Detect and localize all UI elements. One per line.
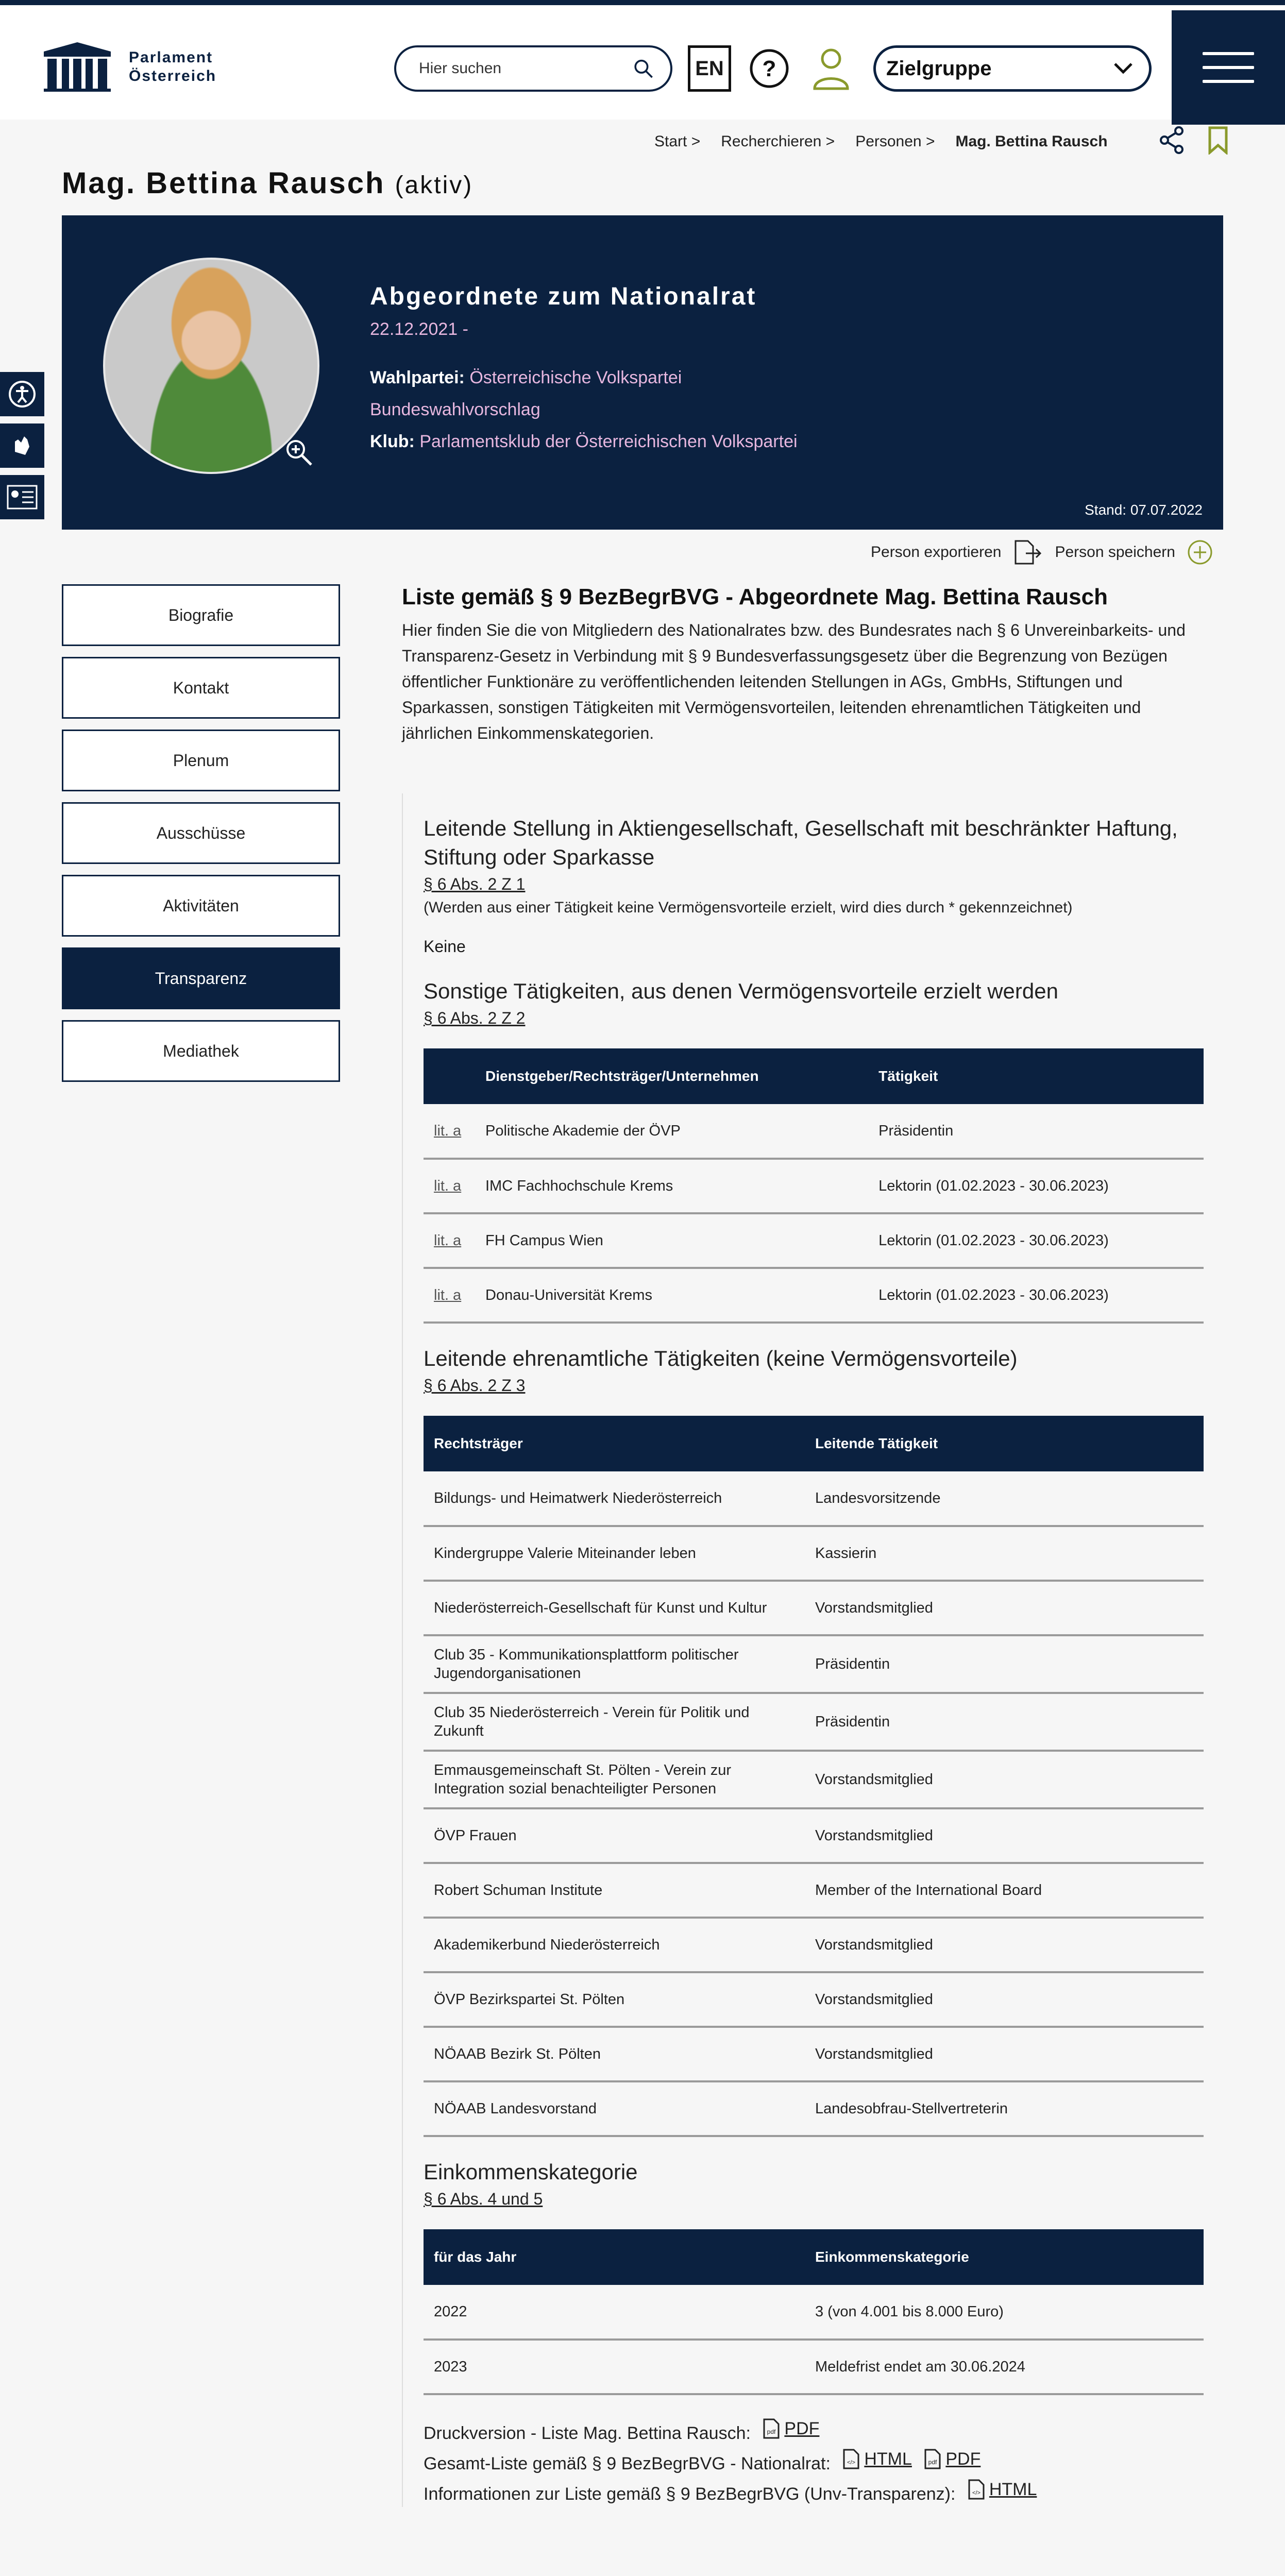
parliament-logo[interactable] — [41, 41, 216, 93]
entity-cell: Kindergruppe Valerie Miteinander leben — [424, 1526, 805, 1581]
table-row — [424, 1581, 1204, 1635]
honorary-activities-table — [424, 1416, 1204, 2137]
entity-cell: NÖAAB Bezirk St. Pölten — [424, 2027, 805, 2081]
entity-cell: Akademikerbund Niederösterreich — [424, 1918, 805, 1972]
leading-activity-cell: Landesvorsitzende — [805, 1471, 1204, 1526]
nav-plenum[interactable]: Plenum — [62, 730, 340, 791]
leading-position-heading: Leitende Stellung in Aktiengesellschaft, Gesellschaft mit beschränkter Haftung, Stiftung oder Sparkasse — [424, 816, 1178, 869]
download-row-print: Druckversion - Liste Mag. Bettina Rausch: pdf PDF — [424, 2416, 1223, 2446]
employer-cell: Donau-Universität Krems — [475, 1268, 868, 1323]
leading-activity-cell: Präsidentin — [805, 1635, 1204, 1693]
section-title: Liste gemäß § 9 BezBegrBVG - Abgeordnete Mag. Bettina Rausch — [402, 584, 1108, 609]
club-row — [370, 432, 798, 452]
export-person-link[interactable]: Person exportieren — [871, 544, 1002, 561]
table-row — [424, 1808, 1204, 1863]
complete-pdf-link[interactable]: pdf PDF — [924, 2446, 980, 2472]
table-row — [424, 1268, 1204, 1323]
column-header-income-category: Einkommenskategorie — [815, 2249, 969, 2265]
info-html-link[interactable]: </> HTML — [968, 2477, 1037, 2502]
pdf-file-icon — [924, 2449, 941, 2469]
user-icon — [810, 46, 852, 91]
column-header-employer: Dienstgeber/Rechtsträger/Unternehmen — [485, 1068, 759, 1084]
parliament-building-icon — [41, 41, 113, 93]
party-label: Wahlpartei: — [370, 368, 465, 387]
club-label: Klub: — [370, 432, 415, 451]
svg-text:pdf: pdf — [767, 2428, 776, 2435]
svg-text:pdf: pdf — [928, 2459, 937, 2466]
year-cell: 2022 — [424, 2285, 805, 2340]
honorary-activities-heading: Leitende ehrenamtliche Tätigkeiten (keine Vermögensvorteile) — [424, 1346, 1018, 1370]
income-category-cell: 3 (von 4.001 bis 8.000 Euro) — [805, 2285, 1204, 2340]
election-list: Bundeswahlvorschlag — [370, 400, 540, 419]
table-row — [424, 1972, 1204, 2027]
breadcrumb-current: Mag. Bettina Rausch — [955, 133, 1108, 150]
leading-position-value: Keine — [424, 937, 466, 956]
employer-cell: IMC Fachhochschule Krems — [475, 1159, 868, 1213]
breadcrumb-recherchieren[interactable]: Recherchieren > — [721, 133, 835, 150]
search-input[interactable] — [419, 60, 632, 77]
entity-cell: Club 35 - Kommunikationsplattform politischer Jugendorganisationen — [424, 1635, 805, 1693]
table-row — [424, 1159, 1204, 1213]
entity-cell: ÖVP Bezirkspartei St. Pölten — [424, 1972, 805, 2027]
entity-cell: Robert Schuman Institute — [424, 1863, 805, 1918]
table-row — [424, 1635, 1204, 1693]
entity-cell: Niederösterreich-Gesellschaft für Kunst und Kultur — [424, 1581, 805, 1635]
leading-activity-cell: Member of the International Board — [805, 1863, 1204, 1918]
year-cell: 2023 — [424, 2340, 805, 2394]
breadcrumb-personen[interactable]: Personen > — [855, 133, 935, 150]
club-link[interactable]: Parlamentsklub der Österreichischen Volkspartei — [419, 432, 798, 451]
column-header-year: für das Jahr — [434, 2249, 517, 2265]
table-row — [424, 2340, 1204, 2394]
lit-link[interactable]: lit. a — [424, 1159, 475, 1213]
activity-cell: Lektorin (01.02.2023 - 30.06.2023) — [868, 1213, 1204, 1268]
entity-cell: Bildungs- und Heimatwerk Niederösterreich — [424, 1471, 805, 1526]
paragraph-link-z3[interactable]: § 6 Abs. 2 Z 3 — [424, 1376, 526, 1395]
table-row — [424, 1863, 1204, 1918]
target-group-label: Zielgruppe — [886, 57, 992, 80]
nav-transparenz[interactable]: Transparenz — [62, 947, 340, 1009]
stand-date: Stand: 07.07.2022 — [1085, 502, 1203, 518]
help-button[interactable] — [746, 45, 792, 92]
person-role: Abgeordnete zum Nationalrat — [370, 283, 757, 310]
nav-ausschuesse[interactable]: Ausschüsse — [62, 802, 340, 864]
activity-cell: Lektorin (01.02.2023 - 30.06.2023) — [868, 1268, 1204, 1323]
add-circle-icon[interactable] — [1187, 539, 1213, 566]
table-row — [424, 1471, 1204, 1526]
column-header-activity: Tätigkeit — [878, 1068, 938, 1084]
pdf-file-icon — [763, 2418, 780, 2439]
table-row — [424, 1751, 1204, 1808]
bookmark-icon[interactable] — [1208, 126, 1228, 155]
leading-activity-cell: Vorstandsmitglied — [805, 1581, 1204, 1635]
leading-activity-cell: Präsidentin — [805, 1693, 1204, 1751]
table-row — [424, 1526, 1204, 1581]
accessibility-icon — [8, 380, 37, 409]
zoom-in-icon[interactable] — [283, 437, 314, 468]
language-button[interactable]: EN — [688, 45, 731, 92]
leading-activity-cell: Vorstandsmitglied — [805, 1808, 1204, 1863]
search-icon[interactable] — [632, 56, 655, 81]
income-heading: Einkommenskategorie — [424, 2160, 638, 2184]
entity-cell: NÖAAB Landesvorstand — [424, 2081, 805, 2136]
nav-biografie[interactable]: Biografie — [62, 584, 340, 646]
lit-link[interactable]: lit. a — [424, 1268, 475, 1323]
print-pdf-link[interactable]: pdf PDF — [763, 2416, 819, 2442]
svg-text:</>: </> — [972, 2490, 980, 2496]
table-header — [424, 2229, 1204, 2285]
leading-activity-cell: Vorstandsmitglied — [805, 1972, 1204, 2027]
complete-html-link[interactable]: </> HTML — [842, 2446, 912, 2472]
accessibility-button[interactable] — [0, 372, 44, 416]
employer-cell: Politische Akademie der ÖVP — [475, 1104, 868, 1159]
paragraph-link-z1[interactable]: § 6 Abs. 2 Z 1 — [424, 875, 526, 893]
help-icon — [749, 48, 790, 89]
entity-cell: Emmausgemeinschaft St. Pölten - Verein zur Integration sozial benachteiligter Personen — [424, 1751, 805, 1808]
other-activities-table — [424, 1048, 1204, 1324]
html-file-icon — [842, 2449, 860, 2469]
table-row — [424, 1693, 1204, 1751]
income-category-cell: Meldefrist endet am 30.06.2024 — [805, 2340, 1204, 2394]
nav-mediathek[interactable]: Mediathek — [62, 1020, 340, 1082]
sign-language-icon — [8, 431, 37, 460]
search-box[interactable] — [394, 45, 672, 92]
intro-text: Hier finden Sie die von Mitgliedern des Nationalrates bzw. des Bundesrates nach § 6 Unvereinbarkeits- und Transparenz-Gesetz in Verbindung mit § 9 Bundesverfassungsgesetz über die Begrenzung von Bezügen öffentlicher Funktionäre zu veröffentlichenden leitenden Stellungen in AGs, GmbHs, Stiftungen und Sparkassen, sonstigen Tätigkeiten mit Vermögensvorteilen, leitenden ehrenamtlichen Tätigkeiten und jährlichen Einkommenskategorien. — [402, 621, 1186, 742]
easy-language-button[interactable] — [0, 475, 44, 519]
column-header-entity: Rechtsträger — [434, 1435, 523, 1451]
save-person-link[interactable]: Person speichern — [1055, 544, 1175, 561]
leading-activity-cell: Vorstandsmitglied — [805, 2027, 1204, 2081]
page-tools — [1159, 126, 1228, 155]
nav-aktivitaeten[interactable]: Aktivitäten — [62, 875, 340, 937]
target-group-select[interactable] — [873, 45, 1152, 92]
logo-text: Parlament Österreich — [129, 49, 217, 84]
downloads — [424, 2416, 1223, 2507]
status-label: (aktiv) — [395, 172, 474, 199]
activity-cell: Präsidentin — [868, 1104, 1204, 1159]
income-table — [424, 2229, 1204, 2395]
table-row — [424, 2027, 1204, 2081]
activity-cell: Lektorin (01.02.2023 - 30.06.2023) — [868, 1159, 1204, 1213]
profile-banner — [62, 215, 1223, 530]
entity-cell: Club 35 Niederösterreich - Verein für Politik und Zukunft — [424, 1693, 805, 1751]
table-row — [424, 2081, 1204, 2136]
leading-activity-cell: Kassierin — [805, 1526, 1204, 1581]
leading-position-note: (Werden aus einer Tätigkeit keine Vermögensvorteile erzielt, wird dies durch * gekennzeichnet) — [424, 899, 1073, 916]
table-row — [424, 2285, 1204, 2340]
employer-cell: FH Campus Wien — [475, 1213, 868, 1268]
table-header — [424, 1048, 1204, 1104]
paragraph-link-abs4[interactable]: § 6 Abs. 4 und 5 — [424, 2190, 543, 2208]
leading-activity-cell: Landesobfrau-Stellvertreterin — [805, 2081, 1204, 2136]
main-content — [402, 584, 1223, 746]
paragraph-link-z2[interactable]: § 6 Abs. 2 Z 2 — [424, 1009, 526, 1027]
user-button[interactable] — [808, 45, 854, 92]
export-icon[interactable] — [1012, 539, 1043, 566]
entity-cell: ÖVP Frauen — [424, 1808, 805, 1863]
party-link[interactable]: Österreichische Volkspartei — [469, 368, 682, 387]
chevron-down-icon — [1113, 62, 1134, 75]
html-file-icon — [968, 2479, 985, 2500]
lit-link[interactable]: lit. a — [424, 1104, 475, 1159]
table-row — [424, 1213, 1204, 1268]
svg-text:</>: </> — [847, 2460, 856, 2466]
site-header — [0, 0, 1285, 120]
breadcrumb-start[interactable]: Start > — [654, 133, 701, 150]
hamburger-icon — [1203, 52, 1254, 83]
accessibility-tools — [0, 372, 44, 527]
lit-link[interactable]: lit. a — [424, 1213, 475, 1268]
transparency-list — [402, 793, 1223, 2507]
person-section-nav — [62, 584, 340, 1093]
breadcrumb — [654, 129, 1108, 155]
person-actions — [871, 539, 1213, 566]
column-header-leading-activity: Leitende Tätigkeit — [815, 1435, 938, 1451]
leading-activity-cell: Vorstandsmitglied — [805, 1918, 1204, 1972]
nav-kontakt[interactable]: Kontakt — [62, 657, 340, 719]
table-header — [424, 1416, 1204, 1471]
mandate-date: 22.12.2021 - — [370, 319, 468, 339]
svg-text:?: ? — [762, 56, 776, 81]
easy-language-icon — [6, 483, 39, 512]
table-row — [424, 1918, 1204, 1972]
party-row — [370, 368, 682, 388]
leading-activity-cell: Vorstandsmitglied — [805, 1751, 1204, 1808]
sign-language-button[interactable] — [0, 423, 44, 468]
download-row-complete: Gesamt-Liste gemäß § 9 BezBegrBVG - Nationalrat: </> HTML pdf PDF — [424, 2446, 1223, 2477]
menu-button[interactable] — [1172, 10, 1285, 125]
table-row — [424, 1104, 1204, 1159]
other-activities-heading: Sonstige Tätigkeiten, aus denen Vermögensvorteile erzielt werden — [424, 979, 1058, 1003]
page-title: Mag. Bettina Rausch (aktiv) — [62, 166, 474, 200]
download-row-info: Informationen zur Liste gemäß § 9 BezBegrBVG (Unv-Transparenz): </> HTML — [424, 2477, 1223, 2507]
share-icon[interactable] — [1159, 126, 1185, 155]
